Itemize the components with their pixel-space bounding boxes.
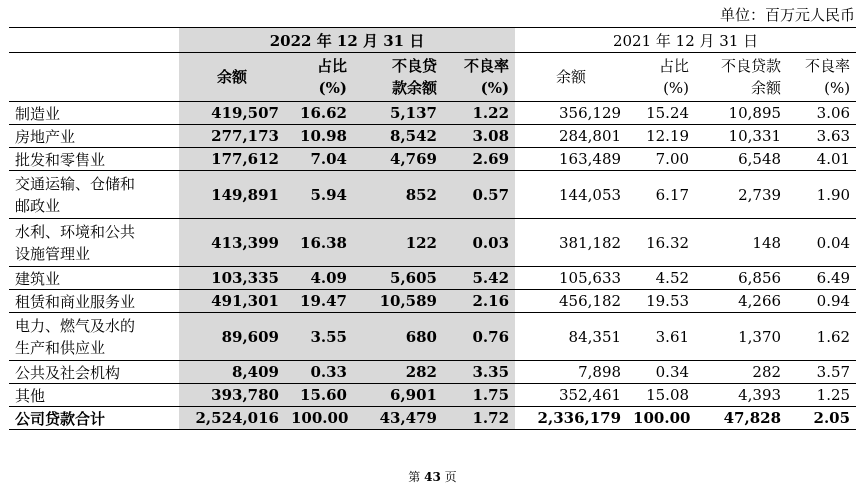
corner-cell [9,28,179,53]
cell-line: 不良率 [805,57,851,75]
industry-label [9,384,179,407]
current-column-header [285,53,353,102]
cell-line: (%) [663,79,690,97]
prior-value-cell: 4.01 [787,148,856,171]
current-value-cell: 2.69 [443,148,515,171]
current-value-cell: 5,137 [353,102,443,125]
prior-value-cell: 3.61 [627,313,695,361]
current-value-cell: 282 [353,361,443,384]
current-value-cell: 413,399 [179,219,285,267]
industry-label [9,361,179,384]
current-value-cell: 10,589 [353,290,443,313]
page-suffix: 页 [444,470,457,484]
current-value-cell: 680 [353,313,443,361]
current-value-cell: 1.22 [443,102,515,125]
prior-value-cell: 381,182 [515,219,627,267]
prior-value-cell: 3.63 [787,125,856,148]
prior-value-cell: 1,370 [695,313,787,361]
current-value-cell: 277,173 [179,125,285,148]
current-value-cell: 8,409 [179,361,285,384]
cell-line: 交通运输、仓储和 [15,174,136,193]
period-header-row [9,28,856,53]
cell-line: (%) [318,79,347,97]
industry-label [9,267,179,290]
current-value-cell: 5,605 [353,267,443,290]
current-value-cell: 0.03 [443,219,515,267]
current-value-cell: 6,901 [353,384,443,407]
cell-line: 生产和供应业 [15,338,106,357]
total-current-value: 43,479 [353,407,443,430]
table-row [9,219,856,267]
cell-line: 其他 [15,386,46,405]
prior-period-header: 2021 年 12 月 31 日 [515,28,856,53]
prior-column-header [695,53,787,102]
prior-value-cell: 144,053 [515,171,627,219]
industry-label [9,125,179,148]
table-row [9,290,856,313]
prior-value-cell: 4,266 [695,290,787,313]
current-value-cell: 7.04 [285,148,353,171]
current-column-header [443,53,515,102]
current-value-cell: 393,780 [179,384,285,407]
cell-line: 占比 [659,57,690,75]
cell-line: 水利、环境和公共 [15,222,136,241]
prior-value-cell: 1.62 [787,313,856,361]
cell-line: 租赁和商业服务业 [15,292,136,311]
prior-value-cell: 3.06 [787,102,856,125]
total-label: 公司贷款合计 [9,407,179,430]
total-prior-value: 47,828 [695,407,787,430]
prior-value-cell: 16.32 [627,219,695,267]
current-value-cell: 419,507 [179,102,285,125]
industry-label [9,290,179,313]
table-row [9,384,856,407]
current-value-cell: 0.76 [443,313,515,361]
current-value-cell: 89,609 [179,313,285,361]
current-value-cell: 10.98 [285,125,353,148]
cell-line: (%) [480,79,510,97]
prior-column-header [515,53,627,102]
corner-cell-sub [9,53,179,102]
prior-value-cell: 4.52 [627,267,695,290]
current-value-cell: 3.35 [443,361,515,384]
prior-value-cell: 6,856 [695,267,787,290]
cell-line: 房地产业 [15,127,76,146]
cell-line: 余额 [216,68,247,86]
current-value-cell: 4.09 [285,267,353,290]
cell-line: 制造业 [15,104,61,123]
current-value-cell: 15.60 [285,384,353,407]
prior-value-cell: 0.94 [787,290,856,313]
prior-value-cell: 10,331 [695,125,787,148]
prior-value-cell: 105,633 [515,267,627,290]
page-footer [0,468,865,485]
cell-line: 不良贷 [391,57,437,75]
total-row [9,407,856,430]
current-value-cell: 2.16 [443,290,515,313]
current-value-cell: 16.62 [285,102,353,125]
page-prefix: 第 [408,470,421,484]
current-value-cell: 4,769 [353,148,443,171]
total-current-value: 100.00 [285,407,353,430]
current-value-cell: 149,891 [179,171,285,219]
column-header-row [9,53,856,102]
prior-value-cell: 356,129 [515,102,627,125]
current-value-cell: 3.55 [285,313,353,361]
prior-value-cell: 1.90 [787,171,856,219]
unit-label: 单位：百万元人民币 [719,6,855,24]
current-value-cell: 491,301 [179,290,285,313]
current-value-cell: 19.47 [285,290,353,313]
table-row [9,125,856,148]
current-value-cell: 852 [353,171,443,219]
prior-value-cell: 148 [695,219,787,267]
current-column-header [179,53,285,102]
prior-value-cell: 12.19 [627,125,695,148]
total-prior-value: 2,336,179 [515,407,627,430]
current-value-cell: 177,612 [179,148,285,171]
prior-value-cell: 4,393 [695,384,787,407]
cell-line: (%) [824,79,851,97]
current-value-cell: 1.75 [443,384,515,407]
prior-value-cell: 6,548 [695,148,787,171]
cell-line: 设施管理业 [15,244,91,263]
table-row [9,361,856,384]
cell-line: 不良贷款 [721,57,782,75]
table-row [9,148,856,171]
total-current-value: 1.72 [443,407,515,430]
prior-column-header [627,53,695,102]
table-row [9,313,856,361]
prior-value-cell: 7.00 [627,148,695,171]
current-value-cell: 122 [353,219,443,267]
cell-line: 公共及社会机构 [15,363,121,382]
total-prior-value: 100.00 [627,407,695,430]
prior-value-cell: 7,898 [515,361,627,384]
industry-label [9,313,179,361]
current-value-cell: 0.57 [443,171,515,219]
industry-label [9,148,179,171]
prior-value-cell: 19.53 [627,290,695,313]
cell-line: 建筑业 [15,269,61,288]
cell-line: 邮政业 [15,196,61,215]
table-row [9,267,856,290]
table-row [9,102,856,125]
prior-value-cell: 15.24 [627,102,695,125]
prior-column-header [787,53,856,102]
page-number: 43 [424,470,441,484]
cell-line: 批发和零售业 [15,150,106,169]
current-value-cell: 5.42 [443,267,515,290]
current-value-cell: 103,335 [179,267,285,290]
current-value-cell: 3.08 [443,125,515,148]
prior-value-cell: 84,351 [515,313,627,361]
prior-value-cell: 1.25 [787,384,856,407]
prior-value-cell: 282 [695,361,787,384]
table-row [9,171,856,219]
total-prior-value: 2.05 [787,407,856,430]
industry-label [9,102,179,125]
prior-value-cell: 2,739 [695,171,787,219]
cell-line: 款余额 [391,79,437,97]
loan-distribution-table [9,27,856,430]
cell-line: 电力、燃气及水的 [15,316,136,335]
cell-line: 不良率 [464,57,510,75]
cell-line: 余额 [556,68,587,86]
cell-line: 余额 [751,79,782,97]
prior-value-cell: 163,489 [515,148,627,171]
current-value-cell: 0.33 [285,361,353,384]
prior-value-cell: 6.49 [787,267,856,290]
prior-value-cell: 3.57 [787,361,856,384]
current-value-cell: 16.38 [285,219,353,267]
total-current-value: 2,524,016 [179,407,285,430]
prior-value-cell: 15.08 [627,384,695,407]
current-period-header: 2022 年 12 月 31 日 [179,28,515,53]
current-column-header [353,53,443,102]
prior-value-cell: 284,801 [515,125,627,148]
prior-value-cell: 352,461 [515,384,627,407]
prior-value-cell: 456,182 [515,290,627,313]
current-value-cell: 5.94 [285,171,353,219]
prior-value-cell: 6.17 [627,171,695,219]
industry-label [9,171,179,219]
table-body [9,102,856,430]
prior-value-cell: 0.34 [627,361,695,384]
current-value-cell: 8,542 [353,125,443,148]
prior-value-cell: 0.04 [787,219,856,267]
cell-line: 占比 [316,57,347,75]
prior-value-cell: 10,895 [695,102,787,125]
industry-label [9,219,179,267]
